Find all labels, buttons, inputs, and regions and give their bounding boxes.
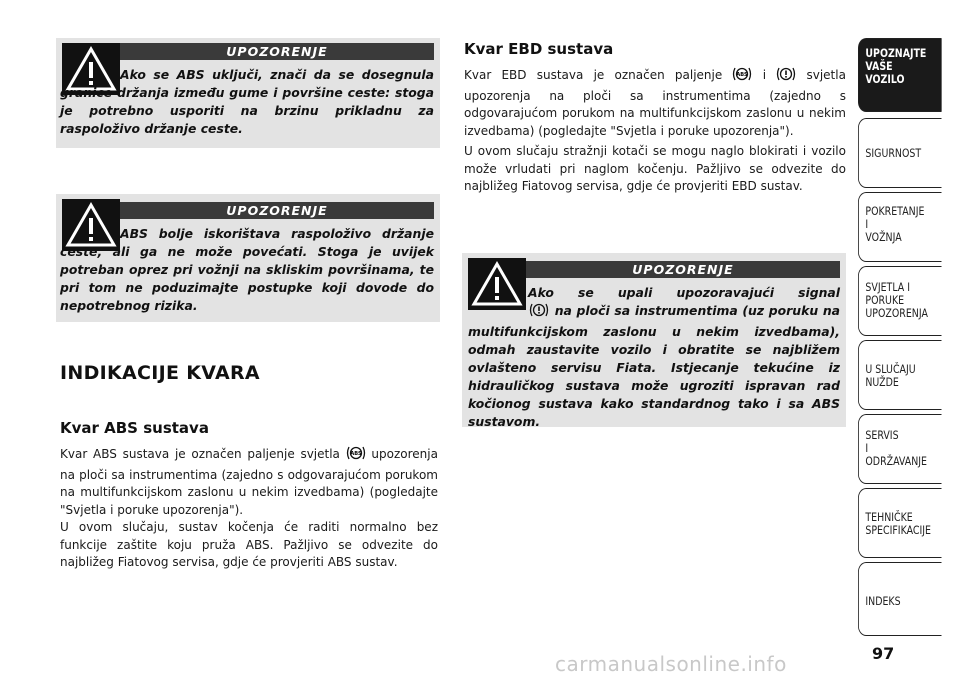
sidebar-tab-tehnicke[interactable] [858, 488, 942, 558]
tab-line: VOZILO [865, 72, 905, 86]
abs-paragraph-1 [60, 445, 438, 519]
ebd-paragraph-2: U ovom slučaju stražnji kotači se mogu naglo blokirati i vozilo može vrludati pri naglom kočenju. Pažljivo se odvezite do najbližeg Fiatovog servisa, gdje će provjeriti EBD sustav. [464, 144, 846, 193]
warning-box-abs-limits [56, 194, 440, 322]
warning-box-abs-engaged [56, 38, 440, 148]
brake-warning-light-icon [776, 66, 796, 88]
sidebar-tab-sigurnost[interactable] [858, 118, 942, 188]
abs-title: Kvar ABS sustava [60, 419, 209, 437]
ebd-title: Kvar EBD sustava [464, 40, 614, 58]
tab-line: NUŽDE [865, 375, 899, 389]
tab-line: VOŽNJA [865, 230, 902, 244]
svg-text:ABS: ABS [350, 451, 362, 457]
tab-line: UPOZORENJA [865, 306, 928, 320]
tab-line: ODRŽAVANJE [865, 454, 928, 468]
tab-line: SPECIFIKACIJE [865, 523, 931, 537]
tab-line: SERVIS [865, 428, 899, 442]
abs-p1-start: Kvar ABS sustava je označen paljenje svjetla [60, 447, 340, 461]
tab-line: INDEKS [865, 594, 901, 608]
ebd-paragraph-1 [464, 66, 846, 140]
ebd-p1-start: Kvar EBD sustava je označen paljenje [464, 68, 723, 82]
section-title: INDIKACIJE KVARA [60, 362, 260, 384]
tab-line: SVJETLA I [865, 280, 911, 294]
sidebar-tab-pokretanje[interactable] [858, 192, 942, 262]
warning-box-brake-fluid [462, 253, 846, 427]
tab-line: VAŠE [865, 59, 893, 73]
tab-line: SIGURNOST [865, 146, 922, 160]
brake-warning-light-icon [468, 302, 550, 323]
ebd-p1-end: svjetla upozorenja na ploči sa instrumentima (zajedno s odgovarajućom porukom na multifunkcijskom zaslonu u nekim izvedbama) (pogledajte "Svjetla i poruke upozorenja"). [464, 68, 846, 138]
tab-line: I [865, 441, 869, 455]
abs-warning-light-icon [732, 66, 752, 88]
page-number: 97 [872, 644, 895, 663]
abs-warning-light-icon [346, 445, 366, 467]
warning-text [468, 284, 840, 431]
warning-text: Ako se ABS uključi, znači da se dosegnula granice držanja između gume i površine ceste: stoga je potrebno usporiti na brzinu prikladnu za raspoloživo držanje ceste. [60, 67, 434, 136]
tab-line: U SLUČAJU [865, 362, 916, 376]
tab-line: PORUKE [865, 293, 905, 307]
warning-header: UPOZORENJE [526, 261, 840, 278]
sidebar-tab-indeks[interactable] [858, 562, 942, 636]
warning-text-end: na ploči sa instrumentima (uz poruku na multifunkcijskom zaslonu u nekim izvedbama), odmah zaustavite vozilo i obratite se najbližem ovlašteno servisu Fiata. Istjecanje tekućine iz hidrauličkog sustava može ugroziti ispravan rad kočionog sustava kako standardnog tako i sa ABS sustavom. [468, 303, 840, 429]
sidebar-tab-svjetla[interactable] [858, 266, 942, 336]
abs-paragraph-2: U ovom slučaju, sustav kočenja će raditi normalno bez funkcije zaštite koju pruža ABS. Pažljivo se odvezite do najbližeg Fiatovog servisa, gdje će provjeriti ABS sustav. [60, 520, 438, 569]
footer-watermark: carmanualsonline.info [555, 652, 787, 676]
tab-line: POKRETANJE [865, 204, 925, 218]
warning-text: ABS bolje iskorištava raspoloživo držanje ceste, ali ga ne može povećati. Stoga je uvijek potreban oprez pri vožnji na skliskim površinama, te pri tom ne poduzimajte postupke koji dovode do nepotrebnog rizika. [60, 226, 434, 313]
abs-p1-end: upozorenja na ploči sa instrumentima (zajedno s odgovarajućom porukom na multifunkcijskom zaslonu u nekim izvedbama) (pogledajte "Svjetla i poruke upozorenja"). [60, 447, 438, 517]
tab-line: UPOZNAJTE [865, 46, 927, 60]
ebd-p1-mid: i [762, 68, 767, 82]
warning-text-start: Ako se upali upozoravajući signal [528, 285, 840, 300]
tab-line: I [865, 217, 869, 231]
tab-line: TEHNIČKE [865, 510, 913, 524]
warning-header: UPOZORENJE [120, 202, 434, 219]
svg-text:ABS: ABS [736, 72, 749, 78]
sidebar-tab-nuzde[interactable] [858, 340, 942, 410]
sidebar-tab-upoznajte[interactable] [858, 38, 942, 112]
sidebar-tab-servis[interactable] [858, 414, 942, 484]
warning-header: UPOZORENJE [120, 43, 434, 60]
